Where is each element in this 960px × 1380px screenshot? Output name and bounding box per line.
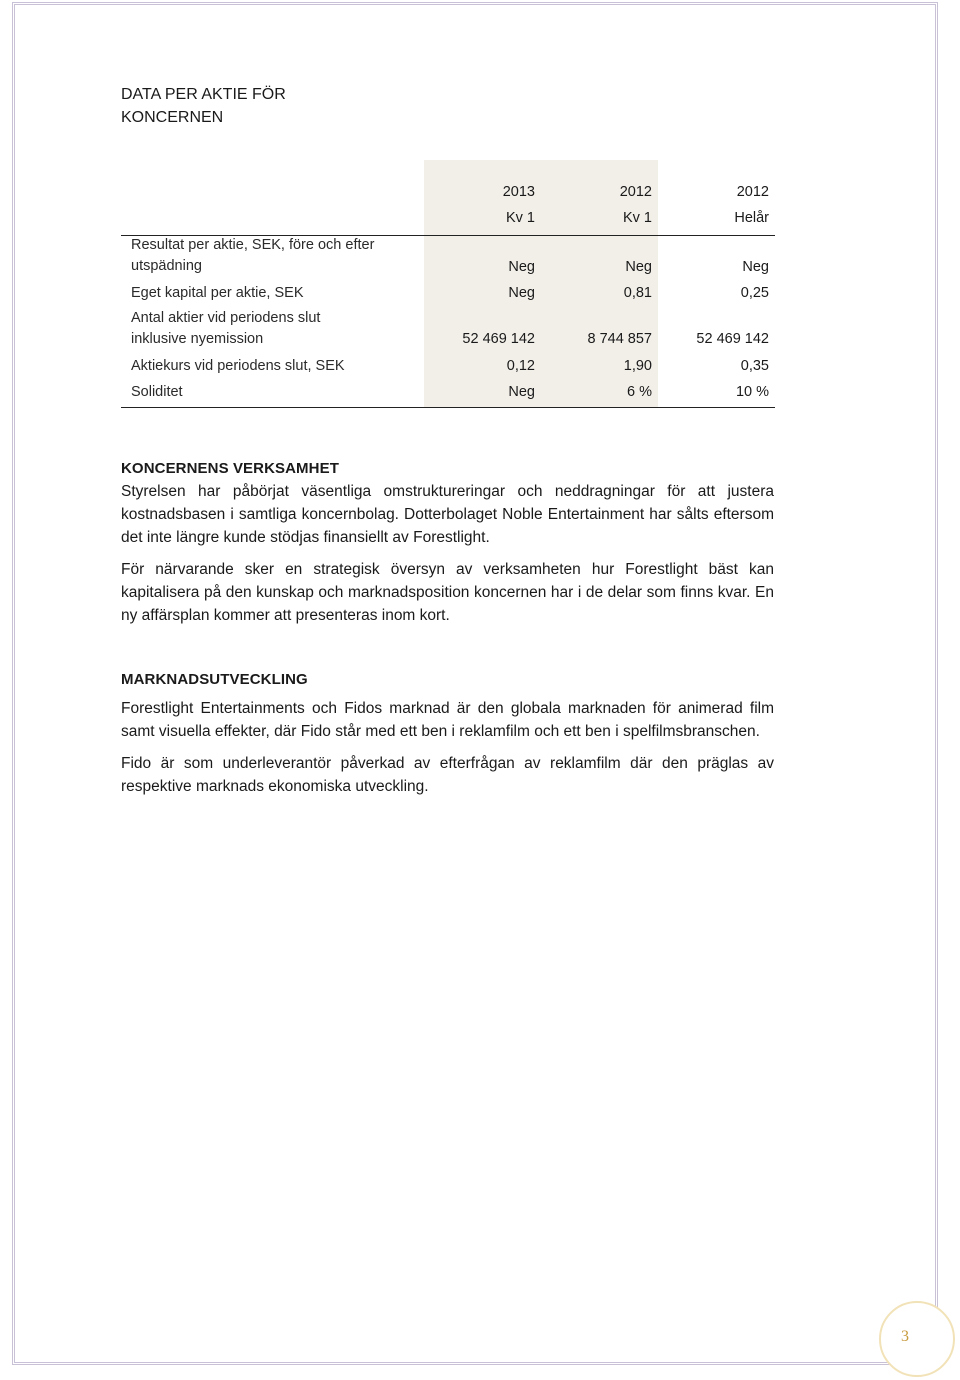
- page-number: 3: [901, 1328, 909, 1345]
- row-value: Neg: [508, 259, 535, 275]
- table-bottom-rule: [121, 407, 775, 408]
- marknad-section: [121, 669, 774, 798]
- paragraph: Forestlight Entertainments och Fidos marknad är den globala marknaden för animerad film samt visuella effekter, där Fido står med ett ben i reklamfilm och ett ben i spelfilmsbranschen.: [121, 700, 774, 740]
- paragraph: För närvarande sker en strategisk översyn av verksamheten hur Forestlight bäst kan kapitalisera på den kunskap och marknadsposition koncernen har i de delar som finns kvar. En ny affärsplan kommer att presenteras inom kort.: [121, 561, 774, 624]
- row-label: Aktiekurs vid periodens slut, SEK: [131, 358, 345, 374]
- section-heading: MARKNADSUTVECKLING: [121, 671, 308, 688]
- row-value: Neg: [508, 384, 535, 400]
- row-value: 1,90: [623, 358, 652, 374]
- row-value: 0,25: [740, 285, 769, 301]
- row-label: Resultat per aktie, SEK, före och efter utspädning: [131, 237, 375, 274]
- row-value: Neg: [625, 259, 652, 275]
- header-year: 2012: [736, 184, 769, 200]
- header-period: Kv 1: [622, 210, 652, 226]
- row-value: 0,35: [740, 358, 769, 374]
- row-value: 10 %: [735, 384, 769, 400]
- row-value: 0,12: [506, 358, 535, 374]
- row-value: 52 469 142: [696, 331, 769, 347]
- row-label: Soliditet: [131, 384, 183, 400]
- header-year: 2013: [502, 184, 535, 200]
- per-share-table: [121, 160, 775, 408]
- header-period: Kv 1: [505, 210, 535, 226]
- header-period: Helår: [734, 210, 769, 226]
- row-value: 0,81: [623, 285, 652, 301]
- section-title: DATA PER AKTIE FÖR KONCERNEN: [121, 86, 286, 126]
- paragraph: Styrelsen har påbörjat väsentliga omstruktureringar och neddragningar för att justera kostnadsbasen i samtliga koncernbolag. Dotterbolaget Noble Entertainment har sålts eftersom det inte längre kunde stödjas finansiellt av Forestlight.: [121, 483, 774, 546]
- section-heading: KONCERNENS VERKSAMHET: [121, 460, 339, 477]
- row-label: Antal aktier vid periodens slut inklusive nyemission: [131, 310, 321, 347]
- row-label: Eget kapital per aktie, SEK: [131, 285, 304, 301]
- row-value: 6 %: [627, 384, 652, 400]
- row-value: Neg: [742, 259, 769, 275]
- paragraph: Fido är som underleverantör påverkad av efterfrågan av reklamfilm där den präglas av respektive marknads ekonomiska utveckling.: [121, 755, 774, 795]
- row-value: Neg: [508, 285, 535, 301]
- row-value: 52 469 142: [462, 331, 535, 347]
- verksamhet-section: [121, 458, 774, 627]
- header-year: 2012: [619, 184, 652, 200]
- row-value: 8 744 857: [587, 331, 652, 347]
